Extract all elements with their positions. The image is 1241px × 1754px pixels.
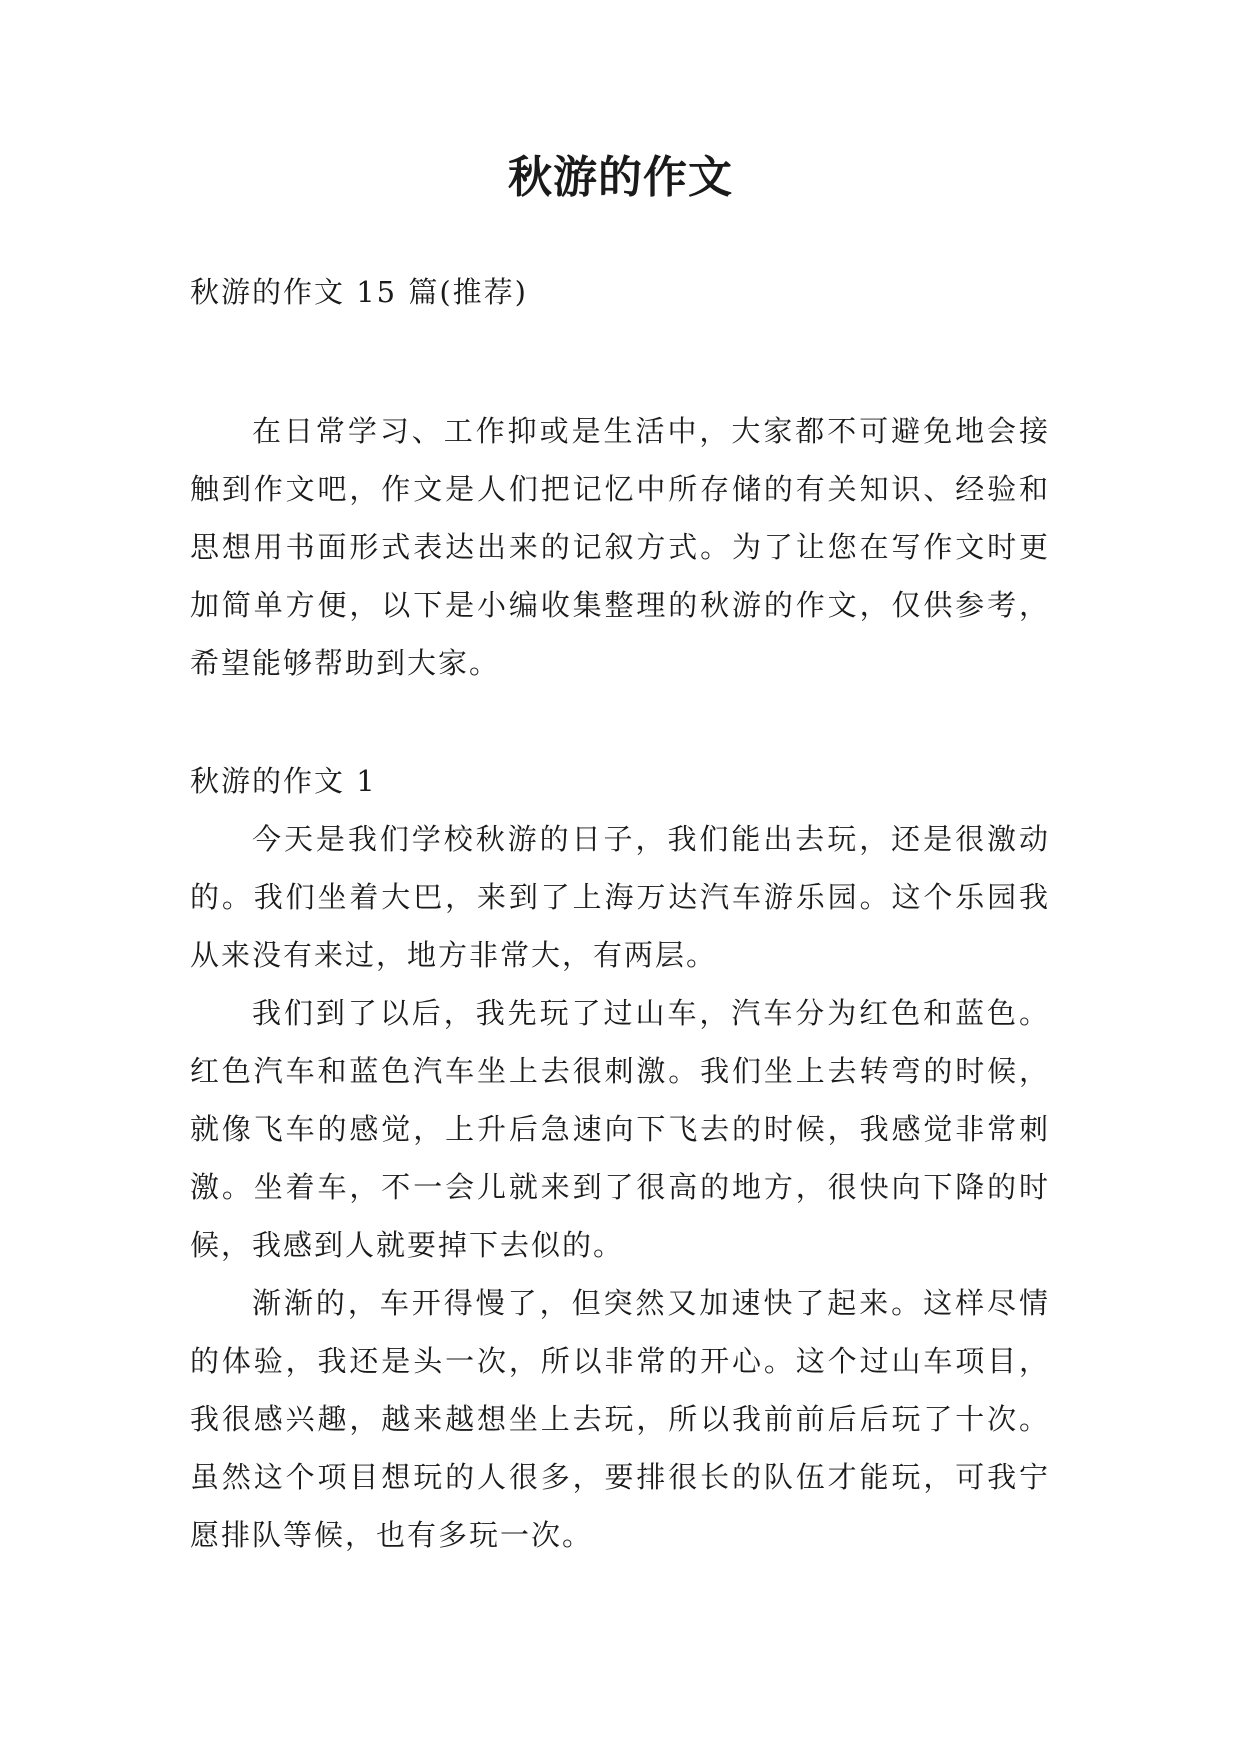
- intro-paragraph: 在日常学习、工作抑或是生活中，大家都不可避免地会接触到作文吧，作文是人们把记忆中所存储的有关知识、经验和思想用书面形式表达出来的记叙方式。为了让您在写作文时更加简单方便，以下是小编收集整理的秋游的作文，仅供参考，希望能够帮助到大家。: [190, 414, 1050, 680]
- essay-paragraph-3: 渐渐的，车开得慢了，但突然又加速快了起来。这样尽情的体验，我还是头一次，所以非常的开心。这个过山车项目，我很感兴趣，越来越想坐上去玩，所以我前前后后玩了十次。虽然这个项目想玩的人很多，要排很长的队伍才能玩，可我宁愿排队等候，也有多玩一次。: [190, 1286, 1050, 1552]
- document-title: 秋游的作文: [508, 152, 733, 203]
- essay-paragraph-2: 我们到了以后，我先玩了过山车，汽车分为红色和蓝色。红色汽车和蓝色汽车坐上去很刺激。我们坐上去转弯的时候，就像飞车的感觉，上升后急速向下飞去的时候，我感觉非常刺激。坐着车，不一会儿就来到了很高的地方，很快向下降的时候，我感到人就要掉下去似的。: [190, 996, 1050, 1262]
- essay-section-1: [190, 752, 1050, 1564]
- section-heading: 秋游的作文 1: [190, 764, 377, 798]
- essay-paragraph-1: 今天是我们学校秋游的日子，我们能出去玩，还是很激动的。我们坐着大巴，来到了上海万达汽车游乐园。这个乐园我从来没有来过，地方非常大，有两层。: [190, 822, 1050, 972]
- document-subtitle: 秋游的作文 15 篇(推荐): [190, 275, 528, 309]
